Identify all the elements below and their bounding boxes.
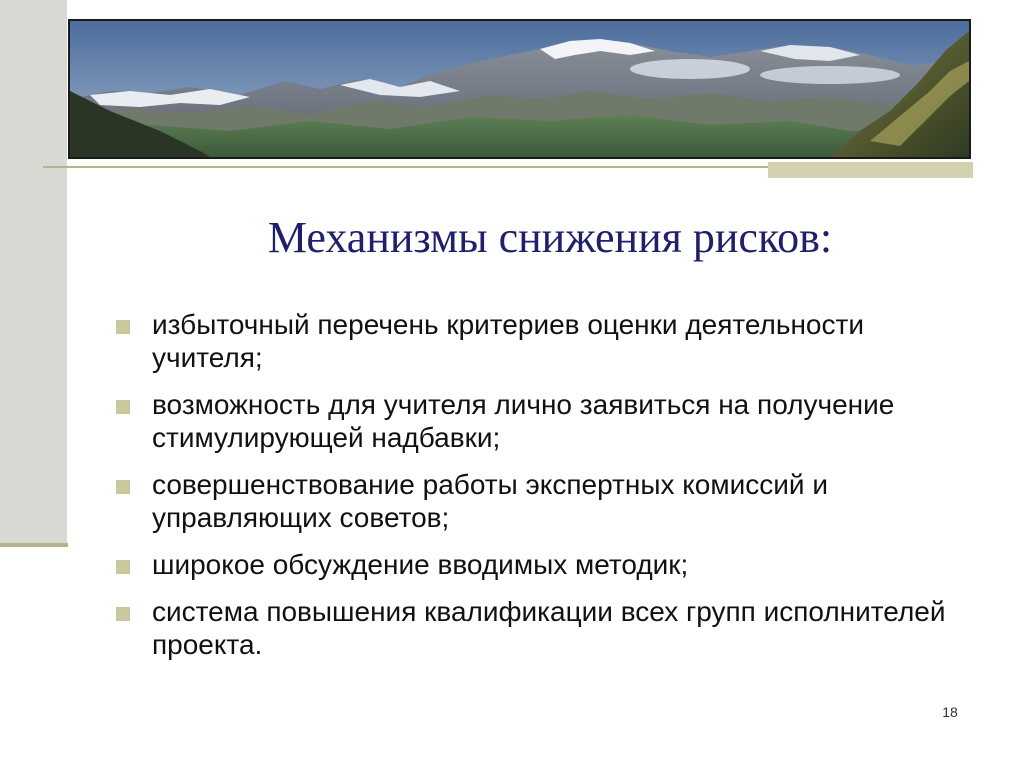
square-bullet-icon [116,400,130,414]
bullet-item [116,308,976,374]
bullet-item [116,595,976,661]
square-bullet-icon [116,607,130,621]
bullet-text: возможность для учителя лично заявиться на получение стимулирующей надбавки; [152,389,895,453]
bullet-item [116,468,976,534]
square-bullet-icon [116,480,130,494]
bullet-text: широкое обсуждение вводимых методик; [152,549,689,580]
mountain-landscape-illustration [70,21,969,157]
left-decorative-band [0,0,67,546]
mountain-banner-image [68,19,971,159]
square-bullet-icon [116,320,130,334]
bullet-list [116,308,976,675]
divider-accent-block [768,162,973,178]
left-band-underline [0,543,68,547]
page-number: 18 [942,704,958,720]
bullet-text: система повышения квалификации всех групп исполнителей проекта. [152,596,946,660]
bullet-item [116,548,976,581]
slide-title: Механизмы снижения рисков: [267,213,833,262]
bullet-text: совершенствование работы экспертных комиссий и управляющих советов; [152,469,828,533]
bullet-item [116,388,976,454]
square-bullet-icon [116,560,130,574]
bullet-text: избыточный перечень критериев оценки деятельности учителя; [152,309,864,373]
